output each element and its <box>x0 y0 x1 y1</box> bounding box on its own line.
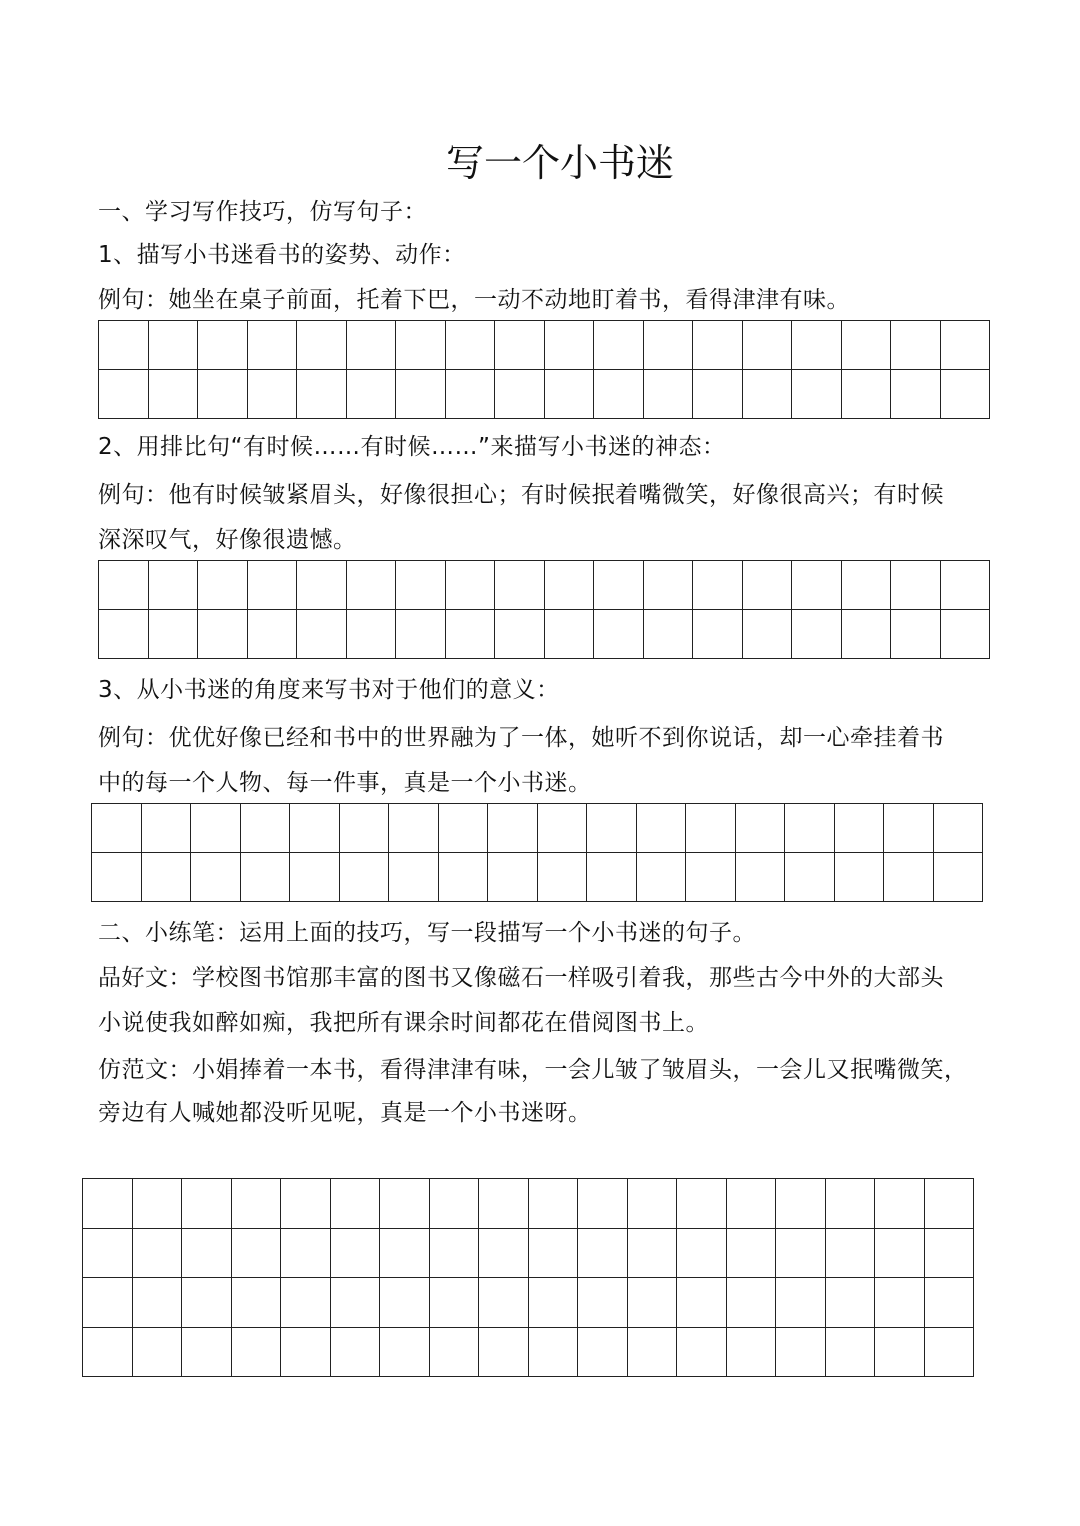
grid-cell[interactable] <box>142 804 192 853</box>
grid-cell[interactable] <box>835 853 885 902</box>
grid-cell[interactable] <box>133 1328 183 1378</box>
grid-cell[interactable] <box>430 1229 480 1279</box>
grid-cell[interactable] <box>884 853 934 902</box>
grid-cell[interactable] <box>594 370 644 419</box>
grid-cell[interactable] <box>891 561 941 610</box>
item2-example-line2: 深深叹气，好像很遗憾。 <box>98 527 357 553</box>
grid-cell[interactable] <box>693 370 743 419</box>
grid-cell[interactable] <box>587 804 637 853</box>
grid-cell[interactable] <box>439 853 489 902</box>
grid-cell[interactable] <box>297 321 347 370</box>
grid-cell[interactable] <box>380 1179 430 1229</box>
grid-cell[interactable] <box>83 1278 133 1328</box>
grid-cell[interactable] <box>290 853 340 902</box>
grid-cell[interactable] <box>776 1328 826 1378</box>
page-title: 写一个小书迷 <box>445 141 674 185</box>
grid-cell[interactable] <box>686 853 736 902</box>
good-text-line1: 品好文：学校图书馆那丰富的图书又像磁石一样吸引着我，那些古今中外的大部头 <box>98 965 944 991</box>
good-text-line2: 小说使我如醉如痴，我把所有课余时间都花在借阅图书上。 <box>98 1010 709 1036</box>
grid-cell[interactable] <box>99 321 149 370</box>
item2-prompt: 2、用排比句“有时候……有时候……”来描写小书迷的神态： <box>98 434 726 460</box>
grid-cell[interactable] <box>529 1179 579 1229</box>
grid-cell[interactable] <box>340 853 390 902</box>
grid-cell[interactable] <box>347 610 397 659</box>
grid-cell[interactable] <box>693 610 743 659</box>
grid-cell[interactable] <box>628 1229 678 1279</box>
model-text-line2: 旁边有人喊她都没听见呢，真是一个小书迷呀。 <box>98 1100 592 1126</box>
grid-cell[interactable] <box>594 321 644 370</box>
grid-cell[interactable] <box>587 853 637 902</box>
grid-cell[interactable] <box>677 1328 727 1378</box>
grid-cell[interactable] <box>396 610 446 659</box>
grid-cell[interactable] <box>677 1278 727 1328</box>
grid-cell[interactable] <box>578 1328 628 1378</box>
grid-cell[interactable] <box>488 804 538 853</box>
grid-cell[interactable] <box>628 1278 678 1328</box>
grid-cell[interactable] <box>578 1229 628 1279</box>
grid-cell[interactable] <box>545 610 595 659</box>
grid-cell[interactable] <box>826 1328 876 1378</box>
grid-cell[interactable] <box>842 610 892 659</box>
grid-cell[interactable] <box>248 321 298 370</box>
grid-cell[interactable] <box>83 1179 133 1229</box>
grid-cell[interactable] <box>488 853 538 902</box>
grid-cell[interactable] <box>297 370 347 419</box>
grid-cell[interactable] <box>727 1229 777 1279</box>
item3-example-line1: 例句：优优好像已经和书中的世界融为了一体，她听不到你说话，却一心牵挂着书 <box>98 725 944 751</box>
grid-cell[interactable] <box>281 1179 331 1229</box>
grid-cell[interactable] <box>198 370 248 419</box>
grid-cell[interactable] <box>842 321 892 370</box>
grid-cell[interactable] <box>891 370 941 419</box>
grid-cell[interactable] <box>644 321 694 370</box>
grid-cell[interactable] <box>241 853 291 902</box>
grid-cell[interactable] <box>396 370 446 419</box>
grid-cell[interactable] <box>479 1328 529 1378</box>
grid-cell[interactable] <box>644 561 694 610</box>
grid-cell[interactable] <box>133 1278 183 1328</box>
grid-cell[interactable] <box>594 610 644 659</box>
grid-cell[interactable] <box>743 370 793 419</box>
grid-cell[interactable] <box>281 1229 331 1279</box>
grid-cell[interactable] <box>92 804 142 853</box>
grid-cell[interactable] <box>792 321 842 370</box>
grid-cell[interactable] <box>644 370 694 419</box>
grid-cell[interactable] <box>133 1229 183 1279</box>
grid-cell[interactable] <box>545 370 595 419</box>
grid-cell[interactable] <box>446 610 496 659</box>
section2-heading: 二、小练笔：运用上面的技巧，写一段描写一个小书迷的句子。 <box>98 920 756 946</box>
grid-cell[interactable] <box>538 804 588 853</box>
grid-cell[interactable] <box>495 370 545 419</box>
grid-cell[interactable] <box>248 561 298 610</box>
grid-cell[interactable] <box>529 1278 579 1328</box>
grid-cell[interactable] <box>380 1229 430 1279</box>
grid-cell[interactable] <box>891 610 941 659</box>
grid-cell[interactable] <box>142 853 192 902</box>
grid-cell[interactable] <box>446 321 496 370</box>
grid-cell[interactable] <box>182 1278 232 1328</box>
grid-cell[interactable] <box>396 321 446 370</box>
grid-cell[interactable] <box>743 561 793 610</box>
grid-cell[interactable] <box>792 370 842 419</box>
grid-cell[interactable] <box>686 804 736 853</box>
grid-cell[interactable] <box>736 804 786 853</box>
grid-cell[interactable] <box>232 1328 282 1378</box>
grid-cell[interactable] <box>149 610 199 659</box>
grid-cell[interactable] <box>232 1278 282 1328</box>
grid-cell[interactable] <box>727 1278 777 1328</box>
item1-example: 例句：她坐在桌子前面，托着下巴，一动不动地盯着书，看得津津有味。 <box>98 287 850 313</box>
grid-cell[interactable] <box>677 1229 727 1279</box>
grid-cell[interactable] <box>578 1179 628 1229</box>
grid-cell[interactable] <box>182 1328 232 1378</box>
grid-cell[interactable] <box>693 561 743 610</box>
grid-cell[interactable] <box>826 1278 876 1328</box>
grid-cell[interactable] <box>934 853 984 902</box>
grid-cell[interactable] <box>785 804 835 853</box>
grid-cell[interactable] <box>925 1179 975 1229</box>
grid-cell[interactable] <box>389 853 439 902</box>
grid-cell[interactable] <box>248 610 298 659</box>
grid-cell[interactable] <box>594 561 644 610</box>
item2-example-line1: 例句：他有时候皱紧眉头，好像很担心；有时候抿着嘴微笑，好像很高兴；有时候 <box>98 482 944 508</box>
grid-cell[interactable] <box>538 853 588 902</box>
grid-cell[interactable] <box>545 321 595 370</box>
grid-cell[interactable] <box>934 804 984 853</box>
grid-cell[interactable] <box>191 804 241 853</box>
grid-cell[interactable] <box>693 321 743 370</box>
grid-cell[interactable] <box>248 370 298 419</box>
grid-cell[interactable] <box>941 561 991 610</box>
grid-cell[interactable] <box>297 561 347 610</box>
grid-cell[interactable] <box>875 1328 925 1378</box>
grid-cell[interactable] <box>430 1328 480 1378</box>
grid-cell[interactable] <box>792 561 842 610</box>
grid-cell[interactable] <box>347 561 397 610</box>
grid-cell[interactable] <box>925 1328 975 1378</box>
grid-cell[interactable] <box>133 1179 183 1229</box>
grid-cell[interactable] <box>83 1229 133 1279</box>
item1-prompt: 1、描写小书迷看书的姿势、动作： <box>98 242 466 268</box>
grid-cell[interactable] <box>736 853 786 902</box>
grid-cell[interactable] <box>396 561 446 610</box>
item3-prompt: 3、从小书迷的角度来写书对于他们的意义： <box>98 677 560 703</box>
grid-cell[interactable] <box>495 610 545 659</box>
grid-cell[interactable] <box>182 1179 232 1229</box>
grid-cell[interactable] <box>191 853 241 902</box>
grid-cell[interactable] <box>776 1229 826 1279</box>
grid-cell[interactable] <box>297 610 347 659</box>
grid-cell[interactable] <box>578 1278 628 1328</box>
grid-cell[interactable] <box>149 321 199 370</box>
grid-cell[interactable] <box>884 804 934 853</box>
grid-cell[interactable] <box>628 1179 678 1229</box>
grid-cell[interactable] <box>331 1278 381 1328</box>
grid-cell[interactable] <box>446 370 496 419</box>
writing-grid-3[interactable] <box>91 803 983 902</box>
grid-cell[interactable] <box>331 1179 381 1229</box>
grid-cell[interactable] <box>826 1179 876 1229</box>
writing-grid-1[interactable] <box>98 320 990 419</box>
grid-cell[interactable] <box>479 1229 529 1279</box>
grid-cell[interactable] <box>99 561 149 610</box>
grid-cell[interactable] <box>925 1229 975 1279</box>
grid-cell[interactable] <box>727 1179 777 1229</box>
grid-cell[interactable] <box>529 1328 579 1378</box>
grid-cell[interactable] <box>495 561 545 610</box>
grid-cell[interactable] <box>842 370 892 419</box>
grid-cell[interactable] <box>347 370 397 419</box>
grid-cell[interactable] <box>99 610 149 659</box>
grid-cell[interactable] <box>842 561 892 610</box>
grid-cell[interactable] <box>232 1229 282 1279</box>
grid-cell[interactable] <box>446 561 496 610</box>
grid-cell[interactable] <box>495 321 545 370</box>
grid-cell[interactable] <box>149 561 199 610</box>
grid-cell[interactable] <box>743 610 793 659</box>
grid-cell[interactable] <box>99 370 149 419</box>
grid-cell[interactable] <box>198 610 248 659</box>
grid-cell[interactable] <box>785 853 835 902</box>
grid-cell[interactable] <box>430 1278 480 1328</box>
grid-cell[interactable] <box>727 1328 777 1378</box>
grid-cell[interactable] <box>875 1179 925 1229</box>
grid-cell[interactable] <box>776 1278 826 1328</box>
grid-cell[interactable] <box>545 561 595 610</box>
grid-cell[interactable] <box>941 321 991 370</box>
grid-cell[interactable] <box>347 321 397 370</box>
grid-cell[interactable] <box>826 1229 876 1279</box>
grid-cell[interactable] <box>743 321 793 370</box>
grid-cell[interactable] <box>875 1229 925 1279</box>
grid-cell[interactable] <box>331 1328 381 1378</box>
grid-cell[interactable] <box>232 1179 282 1229</box>
grid-cell[interactable] <box>340 804 390 853</box>
grid-cell[interactable] <box>149 370 199 419</box>
grid-cell[interactable] <box>628 1328 678 1378</box>
grid-cell[interactable] <box>331 1229 381 1279</box>
grid-cell[interactable] <box>281 1328 331 1378</box>
grid-cell[interactable] <box>198 561 248 610</box>
writing-grid-2[interactable] <box>98 560 990 659</box>
item3-example-line2: 中的每一个人物、每一件事，真是一个小书迷。 <box>98 770 592 796</box>
grid-cell[interactable] <box>941 370 991 419</box>
grid-cell[interactable] <box>941 610 991 659</box>
grid-cell[interactable] <box>281 1278 331 1328</box>
grid-cell[interactable] <box>479 1278 529 1328</box>
grid-cell[interactable] <box>389 804 439 853</box>
writing-grid-4[interactable] <box>82 1178 974 1377</box>
grid-cell[interactable] <box>644 610 694 659</box>
grid-cell[interactable] <box>529 1229 579 1279</box>
grid-cell[interactable] <box>875 1278 925 1328</box>
grid-cell[interactable] <box>380 1328 430 1378</box>
section1-heading: 一、学习写作技巧，仿写句子： <box>98 199 427 225</box>
grid-cell[interactable] <box>241 804 291 853</box>
grid-cell[interactable] <box>479 1179 529 1229</box>
grid-cell[interactable] <box>380 1278 430 1328</box>
model-text-line1: 仿范文：小娟捧着一本书，看得津津有味，一会儿皱了皱眉头，一会儿又抿嘴微笑， <box>98 1057 968 1083</box>
grid-cell[interactable] <box>637 804 687 853</box>
grid-cell[interactable] <box>792 610 842 659</box>
grid-cell[interactable] <box>182 1229 232 1279</box>
grid-cell[interactable] <box>835 804 885 853</box>
grid-cell[interactable] <box>891 321 941 370</box>
grid-cell[interactable] <box>92 853 142 902</box>
grid-cell[interactable] <box>430 1179 480 1229</box>
grid-cell[interactable] <box>925 1278 975 1328</box>
grid-cell[interactable] <box>83 1328 133 1378</box>
grid-cell[interactable] <box>776 1179 826 1229</box>
grid-cell[interactable] <box>290 804 340 853</box>
grid-cell[interactable] <box>677 1179 727 1229</box>
grid-cell[interactable] <box>637 853 687 902</box>
grid-cell[interactable] <box>198 321 248 370</box>
grid-cell[interactable] <box>439 804 489 853</box>
